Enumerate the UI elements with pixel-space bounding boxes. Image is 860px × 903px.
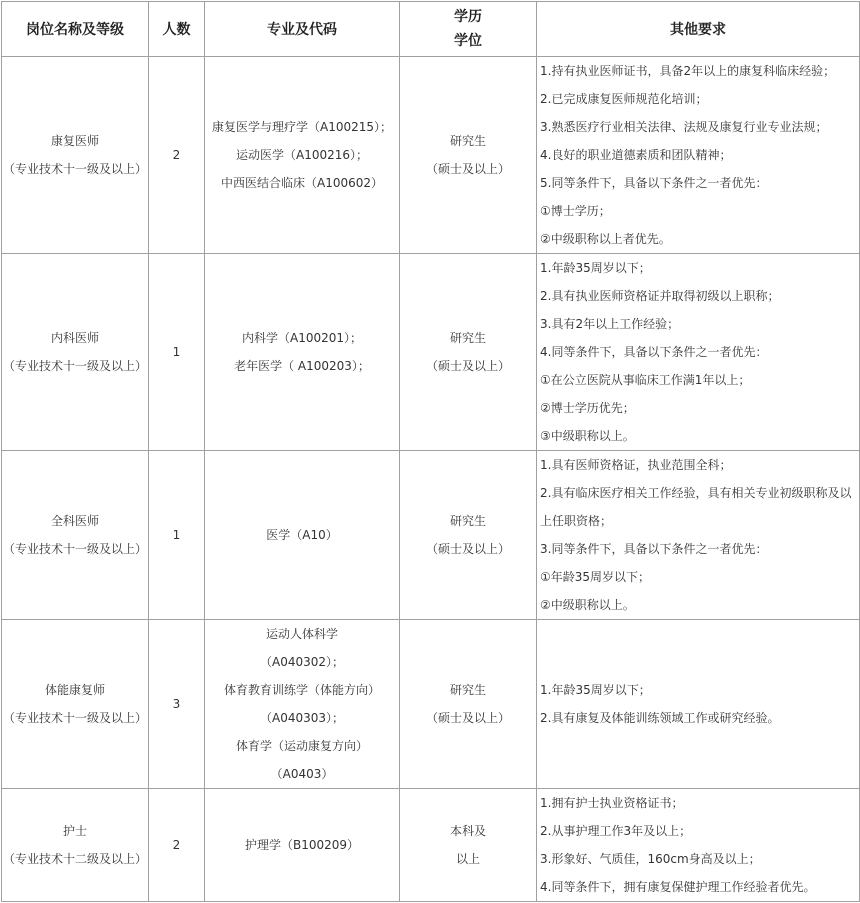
major-cell-line: 中西医结合临床（A100602） [220, 176, 384, 190]
table-row [2, 451, 860, 620]
requirements-cell-line: ①博士学历； [540, 204, 611, 218]
requirements-cell-line: ②中级职称以上。 [540, 598, 635, 612]
header-row [2, 2, 860, 57]
requirements-cell-line: 2.从事护理工作3年及以上； [540, 824, 692, 838]
count-cell: 2 [149, 789, 205, 902]
major-cell-line: 内科学（A100201）； [241, 331, 363, 345]
major-cell-line: 体育教育训练学（体能方向） [223, 683, 380, 697]
major-cell [205, 57, 400, 254]
education-cell-line: 以上 [455, 852, 480, 866]
major-cell-line: （A0403） [270, 767, 334, 781]
position-cell-line: 体能康复师 [44, 683, 105, 697]
requirements-cell [537, 451, 860, 620]
education-cell-line: （硕士及以上） [425, 542, 510, 556]
major-cell [205, 789, 400, 902]
position-cell [2, 57, 149, 254]
requirements-cell [537, 254, 860, 451]
count-cell: 3 [149, 620, 205, 789]
position-cell-line: （专业技术十一级及以上） [2, 359, 147, 373]
requirements-cell-line: 4.同等条件下，具备以下条件之一者优先： [540, 345, 768, 359]
header-other: 其他要求 [537, 2, 860, 57]
requirements-cell-line: 3.具有2年以上工作经验； [540, 317, 680, 331]
position-cell-line: 康复医师 [50, 134, 99, 148]
education-cell-line: （硕士及以上） [425, 162, 510, 176]
requirements-cell-line: 1.具有医师资格证，执业范围全科； [540, 458, 732, 472]
education-cell [400, 57, 537, 254]
header-count: 人数 [149, 2, 205, 57]
position-cell [2, 254, 149, 451]
position-cell-line: （专业技术十一级及以上） [2, 542, 147, 556]
position-cell [2, 451, 149, 620]
requirements-cell-line: 1.持有执业医师证书，具备2年以上的康复科临床经验； [540, 64, 836, 78]
education-cell [400, 789, 537, 902]
table-row [2, 789, 860, 902]
education-cell-line: （硕士及以上） [425, 359, 510, 373]
requirements-cell-line: ②中级职称以上者优先。 [540, 232, 671, 246]
requirements-cell [537, 789, 860, 902]
education-cell-line: 研究生 [449, 683, 486, 697]
requirements-cell-line: 3.同等条件下，具备以下条件之一者优先： [540, 542, 768, 556]
position-cell-line: 护士 [62, 824, 87, 838]
education-cell [400, 620, 537, 789]
requirements-cell-line: 1.年龄35周岁以下； [540, 261, 651, 275]
requirements-cell-line: 5.同等条件下，具备以下条件之一者优先： [540, 176, 768, 190]
education-cell-line: （硕士及以上） [425, 711, 510, 725]
position-cell-line: （专业技术十二级及以上） [2, 852, 147, 866]
major-cell [205, 620, 400, 789]
major-cell-line: 运动医学（A100216）； [235, 148, 369, 162]
major-cell-line: 康复医学与理疗学（A100215）； [211, 120, 393, 134]
major-cell-line: 老年医学（ A100203）； [234, 359, 370, 373]
position-cell-line: 内科医师 [50, 331, 99, 345]
major-cell-line: （A040303）； [259, 711, 345, 725]
requirements-cell [537, 57, 860, 254]
count-cell: 1 [149, 254, 205, 451]
major-cell [205, 451, 400, 620]
requirements-cell-line: 3.熟悉医疗行业相关法律、法规及康复行业专业法规； [540, 120, 828, 134]
education-cell-line: 研究生 [449, 331, 486, 345]
requirements-cell-line: ③中级职称以上。 [540, 429, 635, 443]
requirements-cell-line: ①年龄35周岁以下； [540, 570, 651, 584]
table-row [2, 254, 860, 451]
requirements-cell-line: ①在公立医院从事临床工作满1年以上； [540, 373, 751, 387]
requirements-cell-line: 2.具有康复及体能训练领域工作或研究经验。 [540, 711, 780, 725]
requirements-cell-line: 1.年龄35周岁以下； [540, 683, 651, 697]
table-body [2, 57, 860, 902]
major-cell-line: 医学（A10） [266, 528, 338, 542]
major-cell-line: 体育学（运动康复方向） [235, 739, 368, 753]
count-cell: 2 [149, 57, 205, 254]
position-cell-line: 全科医师 [50, 514, 99, 528]
header-position: 岗位名称及等级 [2, 2, 149, 57]
major-cell-line: 护理学（B100209） [244, 838, 360, 852]
header-education [400, 2, 537, 57]
major-cell [205, 254, 400, 451]
position-cell [2, 789, 149, 902]
recruitment-table [1, 1, 860, 902]
header-education-line1: 学历 [454, 9, 482, 25]
requirements-cell-line: 2.具有临床医疗相关工作经验，具有相关专业初级职称及以 [540, 486, 852, 500]
education-cell-line: 本科及 [449, 824, 486, 838]
requirements-cell-line: 4.良好的职业道德素质和团队精神； [540, 148, 732, 162]
major-cell-line: （A040302）； [259, 655, 345, 669]
position-cell-line: （专业技术十一级及以上） [2, 162, 147, 176]
requirements-cell-line: 上任职资格； [540, 514, 613, 528]
requirements-cell-line: 4.同等条件下，拥有康复保健护理工作经验者优先。 [540, 880, 816, 894]
requirements-cell-line: 2.具有执业医师资格证并取得初级以上职称； [540, 289, 780, 303]
requirements-cell [537, 620, 860, 789]
education-cell-line: 研究生 [449, 514, 486, 528]
education-cell [400, 254, 537, 451]
requirements-cell-line: 3.形象好、气质佳，160cm身高及以上； [540, 852, 761, 866]
header-major: 专业及代码 [205, 2, 400, 57]
requirements-cell-line: 1.拥有护士执业资格证书； [540, 796, 684, 810]
position-cell-line: （专业技术十一级及以上） [2, 711, 147, 725]
education-cell [400, 451, 537, 620]
requirements-cell-line: 2.已完成康复医师规范化培训； [540, 92, 708, 106]
table-row [2, 57, 860, 254]
education-cell-line: 研究生 [449, 134, 486, 148]
table-row [2, 620, 860, 789]
header-education-line2: 学位 [454, 33, 482, 49]
count-cell: 1 [149, 451, 205, 620]
requirements-cell-line: ②博士学历优先； [540, 401, 635, 415]
position-cell [2, 620, 149, 789]
major-cell-line: 运动人体科学 [265, 627, 338, 641]
